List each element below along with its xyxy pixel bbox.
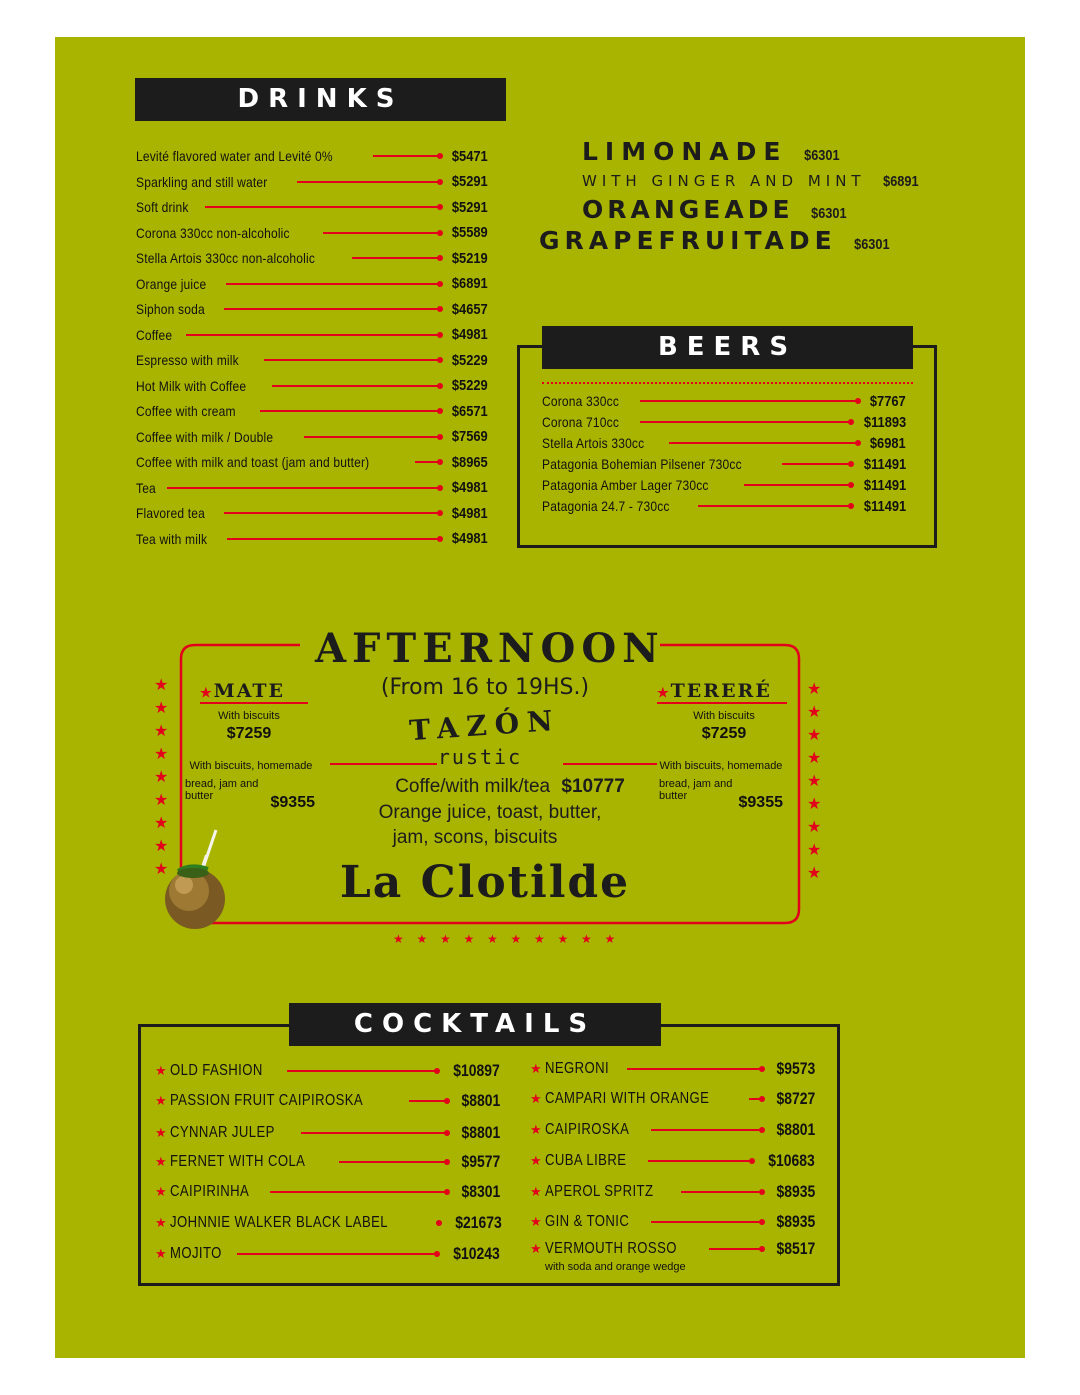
star-icon: ★ — [807, 865, 822, 882]
leader-line — [698, 505, 850, 507]
drinks-banner — [135, 78, 506, 121]
drinks-price: $5219 — [452, 249, 488, 267]
cocktail-name: NEGRONI — [544, 1060, 609, 1077]
star-icon: ★ — [154, 746, 169, 763]
star-icon: ★ — [557, 932, 569, 946]
leader-line — [224, 512, 440, 514]
drinks-name: Stella Artois 330cc non-alcoholic — [136, 250, 316, 266]
leader-line — [237, 1253, 437, 1255]
ginger-mint-price: $6891 — [882, 173, 919, 190]
cocktail-row — [155, 1180, 500, 1204]
leader-line — [669, 442, 858, 444]
leader-line — [339, 1161, 447, 1163]
orangeade-price: $6301 — [810, 205, 847, 222]
drinks-price: $6891 — [452, 275, 488, 292]
drinks-row — [136, 350, 488, 370]
drinks-name: Coffee with milk and toast (jam and butter) — [136, 454, 370, 470]
mate-full-1: With biscuits, homemade — [189, 760, 313, 772]
mate-biscuits: With biscuits — [218, 710, 280, 722]
drinks-name: Coffee with cream — [136, 403, 236, 419]
star-icon: ★ — [154, 723, 169, 740]
star-icon: ★ — [393, 932, 404, 946]
star-icon: ★ — [155, 1246, 167, 1261]
star-icon: ★ — [604, 932, 616, 946]
cocktail-price: $8727 — [776, 1089, 815, 1108]
leader-line — [415, 461, 440, 463]
beers-row — [542, 475, 906, 495]
beers-row — [542, 412, 906, 432]
drinks-price: $5589 — [452, 224, 488, 241]
drinks-row — [136, 274, 488, 294]
beers-row — [542, 454, 906, 474]
limonade-name: LIMONADE — [582, 137, 788, 166]
orangeade-name: ORANGEADE — [582, 195, 794, 224]
leader-line — [186, 334, 440, 336]
star-icon: ★ — [154, 700, 169, 717]
mate-full-2: bread, jam and butter — [185, 778, 259, 802]
drinks-price: $5291 — [452, 173, 488, 190]
vermouth-note: with soda and orange wedge — [545, 1261, 686, 1273]
terere-full-price: $9355 — [738, 794, 783, 811]
drinks-name: Sparkling and still water — [136, 173, 268, 190]
cocktail-price: $8801 — [461, 1123, 500, 1142]
drinks-name: Levité flavored water and Levité 0% — [136, 148, 333, 164]
cocktail-name: CYNNAR JULEP — [169, 1124, 275, 1141]
leader-line — [323, 232, 441, 234]
leader-line — [648, 1160, 752, 1162]
ginger-mint-name: WITH GINGER AND MINT — [582, 172, 866, 190]
terere-full-1: With biscuits, homemade — [659, 760, 783, 772]
cocktail-price: $21673 — [455, 1213, 503, 1232]
leader-line — [260, 410, 440, 412]
drinks-name: Corona 330cc non-alcoholic — [136, 224, 290, 241]
star-icon: ★ — [416, 932, 428, 946]
beers-price: $11491 — [863, 455, 906, 473]
cocktails-banner — [289, 1003, 661, 1046]
tazon-coffee — [380, 776, 640, 798]
drinks-row — [136, 427, 488, 447]
beers-dotted-rule — [542, 382, 913, 384]
cocktail-row — [530, 1180, 815, 1204]
drinks-price: $5229 — [452, 377, 488, 394]
cocktail-price: $8517 — [776, 1239, 815, 1258]
orangeade-item — [582, 195, 849, 224]
leader-line — [301, 1132, 446, 1134]
cocktail-price: $9573 — [776, 1059, 815, 1078]
cocktail-name: CAIPIROSKA — [544, 1121, 629, 1138]
star-icon: ★ — [154, 792, 169, 809]
ginger-mint-item — [582, 172, 921, 190]
leader-line — [651, 1129, 761, 1131]
cocktail-name: CAIPIRINHA — [169, 1183, 249, 1200]
star-icon: ★ — [530, 1153, 542, 1168]
menu-page — [55, 37, 1025, 1358]
cocktail-row — [155, 1242, 500, 1266]
drinks-name: Siphon soda — [136, 301, 205, 317]
star-icon: ★ — [154, 861, 169, 878]
terere-title-block — [657, 680, 787, 704]
star-icon: ★ — [155, 1093, 167, 1108]
star-icon: ★ — [155, 1125, 167, 1140]
afternoon-hours: (From 16 to 19HS.) — [380, 675, 590, 700]
drinks-price: $4981 — [452, 479, 488, 496]
drinks-row — [136, 172, 488, 192]
cocktail-name: APEROL SPRITZ — [544, 1183, 654, 1200]
beers-name: Corona 710cc — [542, 414, 620, 430]
leader-line — [167, 487, 440, 489]
leader-line — [640, 421, 851, 423]
cocktail-name: VERMOUTH ROSSO — [544, 1240, 677, 1257]
cocktail-price: $8801 — [776, 1120, 815, 1139]
leader-line — [651, 1221, 761, 1223]
tazon-includes-1: Orange juice, toast, butter, — [378, 802, 602, 823]
beers-name: Patagonia Amber Lager 730cc — [542, 477, 709, 493]
cocktail-price: $8301 — [461, 1182, 500, 1201]
cocktail-name: JOHNNIE WALKER BLACK LABEL — [169, 1214, 388, 1231]
mate-title: MATE — [213, 680, 286, 702]
drinks-row — [136, 478, 488, 498]
grapefruitade-item — [539, 226, 892, 255]
drinks-name: Tea with milk — [136, 530, 208, 547]
star-icon: ★ — [154, 815, 169, 832]
drinks-price: $4981 — [452, 530, 488, 547]
drinks-row — [136, 376, 488, 396]
star-icon: ★ — [154, 769, 169, 786]
leader-line — [352, 257, 440, 259]
drinks-name: Orange juice — [136, 275, 207, 292]
beers-price: $7767 — [870, 392, 906, 410]
star-icon: ★ — [530, 1214, 542, 1229]
star-icon: ★ — [807, 704, 822, 721]
drinks-price: $4981 — [452, 504, 488, 522]
leader-line — [627, 1068, 762, 1070]
leader-line — [224, 308, 440, 310]
limonade-price: $6301 — [804, 147, 841, 164]
cocktail-row — [155, 1059, 500, 1083]
drinks-row — [136, 452, 488, 472]
cocktail-name: CUBA LIBRE — [544, 1152, 627, 1169]
cocktail-row — [155, 1089, 500, 1113]
mate-star-icon: ★ — [200, 686, 214, 701]
beers-price: $11491 — [863, 497, 906, 515]
drinks-name: Soft drink — [136, 199, 189, 215]
beers-row — [542, 433, 906, 453]
cocktail-row — [530, 1057, 815, 1081]
star-icon: ★ — [807, 773, 822, 790]
cocktail-row — [155, 1211, 503, 1235]
leader-line — [205, 206, 440, 208]
mate-biscuits-price: $7259 — [226, 725, 272, 742]
drinks-row — [136, 248, 488, 268]
drinks-name: Coffee — [136, 326, 173, 343]
cocktail-name: FERNET WITH COLA — [169, 1153, 305, 1170]
coconut-drink-icon — [160, 827, 230, 932]
rustic-label: rustic — [437, 745, 523, 769]
cocktail-name: MOJITO — [169, 1245, 222, 1262]
beers-row — [542, 391, 906, 411]
leader-line — [264, 359, 441, 361]
leader-line — [373, 155, 440, 157]
limonade-item — [582, 137, 843, 166]
cocktail-price: $9577 — [461, 1152, 500, 1171]
cocktail-price: $10897 — [453, 1061, 500, 1080]
star-icon: ★ — [155, 1154, 167, 1169]
star-icon: ★ — [155, 1215, 167, 1230]
leader-line — [227, 538, 441, 540]
grapefruitade-name: GRAPEFRUITADE — [539, 226, 837, 255]
star-icon: ★ — [155, 1184, 167, 1199]
leader-line — [287, 1070, 438, 1072]
drinks-price: $7569 — [452, 428, 488, 445]
cocktail-name: CAMPARI WITH ORANGE — [544, 1090, 709, 1107]
leader-line — [744, 484, 851, 486]
leader-line — [409, 1100, 447, 1102]
drinks-row — [136, 223, 488, 243]
star-icon: ★ — [487, 932, 498, 946]
leader-line — [270, 1191, 446, 1193]
terere-title: TERERÉ — [670, 680, 772, 702]
drinks-name: Hot Milk with Coffee — [136, 377, 247, 394]
cocktail-name: OLD FASHION — [169, 1062, 263, 1079]
leader-line — [304, 436, 441, 438]
drinks-name: Coffee with milk / Double — [136, 428, 274, 445]
drinks-row — [136, 503, 488, 523]
star-icon: ★ — [440, 932, 451, 946]
mate-full-price: $9355 — [270, 794, 315, 811]
star-icon: ★ — [154, 838, 169, 855]
star-icon: ★ — [463, 932, 475, 946]
cocktail-row — [530, 1149, 815, 1173]
cocktail-price: $8935 — [776, 1182, 815, 1201]
drinks-name: Espresso with milk — [136, 352, 239, 368]
drinks-row — [136, 401, 488, 421]
star-icon: ★ — [154, 677, 169, 694]
leader-line — [272, 385, 440, 387]
leader-line — [226, 283, 441, 285]
star-icon: ★ — [807, 750, 822, 767]
leader-line — [782, 463, 850, 465]
star-icon: ★ — [807, 842, 822, 859]
star-icon: ★ — [807, 819, 822, 836]
beers-banner — [542, 326, 913, 369]
drinks-row — [136, 146, 488, 166]
cocktail-price: $10243 — [453, 1244, 500, 1263]
drinks-name: Tea — [136, 479, 156, 496]
cocktail-row — [155, 1150, 500, 1174]
leader-line — [681, 1191, 762, 1193]
drinks-price: $5471 — [452, 147, 488, 165]
drinks-row — [136, 197, 488, 217]
mate-title-block — [200, 680, 308, 704]
drinks-row — [136, 325, 488, 345]
star-icon: ★ — [510, 932, 522, 946]
cocktail-price: $8801 — [461, 1091, 500, 1110]
leader-line — [297, 181, 440, 183]
beers-price: $6981 — [870, 434, 906, 452]
leader-line — [709, 1248, 761, 1250]
cocktail-price: $8935 — [776, 1212, 815, 1231]
beers-name: Stella Artois 330cc — [542, 435, 645, 451]
tazon-coffee-label: Coffe/with milk/tea — [395, 776, 551, 797]
cocktail-row — [155, 1121, 500, 1145]
star-icon: ★ — [530, 1061, 542, 1076]
terere-biscuits-price: $7259 — [701, 725, 747, 742]
star-icon: ★ — [807, 796, 822, 813]
grapefruitade-price: $6301 — [853, 236, 890, 253]
star-icon: ★ — [530, 1184, 542, 1199]
beers-title: BEERS — [657, 332, 798, 362]
star-icon: ★ — [534, 932, 545, 946]
beers-price: $11893 — [863, 413, 906, 431]
beers-row — [542, 496, 906, 516]
star-icon: ★ — [581, 932, 592, 946]
cocktail-price: $10683 — [768, 1151, 815, 1170]
drinks-row — [136, 529, 488, 549]
la-clotilde-brand: La Clotilde — [339, 857, 631, 908]
star-icon: ★ — [807, 681, 822, 698]
cocktail-name: GIN & TONIC — [544, 1213, 629, 1230]
leader-line — [640, 400, 859, 402]
drinks-price: $4657 — [452, 300, 488, 318]
drinks-row — [136, 299, 488, 319]
star-icon: ★ — [530, 1122, 542, 1137]
star-icon: ★ — [530, 1091, 542, 1106]
tazon-includes-2: jam, scons, biscuits — [392, 827, 558, 848]
cocktail-name: PASSION FRUIT CAIPIROSKA — [169, 1092, 363, 1109]
beers-name: Patagonia Bohemian Pilsener 730cc — [542, 456, 742, 472]
cocktail-row — [530, 1118, 815, 1142]
beers-price: $11491 — [863, 476, 906, 494]
terere-full-2: bread, jam and butter — [659, 778, 733, 802]
drinks-title: DRINKS — [237, 84, 404, 114]
star-icon: ★ — [155, 1063, 167, 1078]
terere-biscuits: With biscuits — [693, 710, 755, 722]
cocktail-row — [530, 1210, 815, 1234]
beers-name: Corona 330cc — [542, 393, 620, 409]
beers-name: Patagonia 24.7 - 730cc — [542, 498, 670, 514]
cocktail-row — [530, 1087, 815, 1111]
drinks-price: $5291 — [452, 198, 488, 216]
cocktail-row — [530, 1237, 815, 1261]
star-icon: ★ — [807, 727, 822, 744]
afternoon-title: AFTERNOON — [315, 625, 665, 672]
drinks-name: Flavored tea — [136, 505, 206, 521]
leader-line — [749, 1098, 762, 1100]
star-icon: ★ — [530, 1241, 542, 1256]
drinks-price: $6571 — [452, 402, 488, 420]
tazon-title: TAZÓN — [408, 703, 562, 748]
drinks-price: $5229 — [452, 351, 488, 369]
terere-star-icon: ★ — [657, 686, 671, 701]
drinks-price: $8965 — [452, 453, 488, 471]
drinks-price: $4981 — [452, 326, 488, 343]
cocktails-title: COCKTAILS — [353, 1009, 597, 1039]
tazon-coffee-price: $10777 — [561, 776, 625, 797]
